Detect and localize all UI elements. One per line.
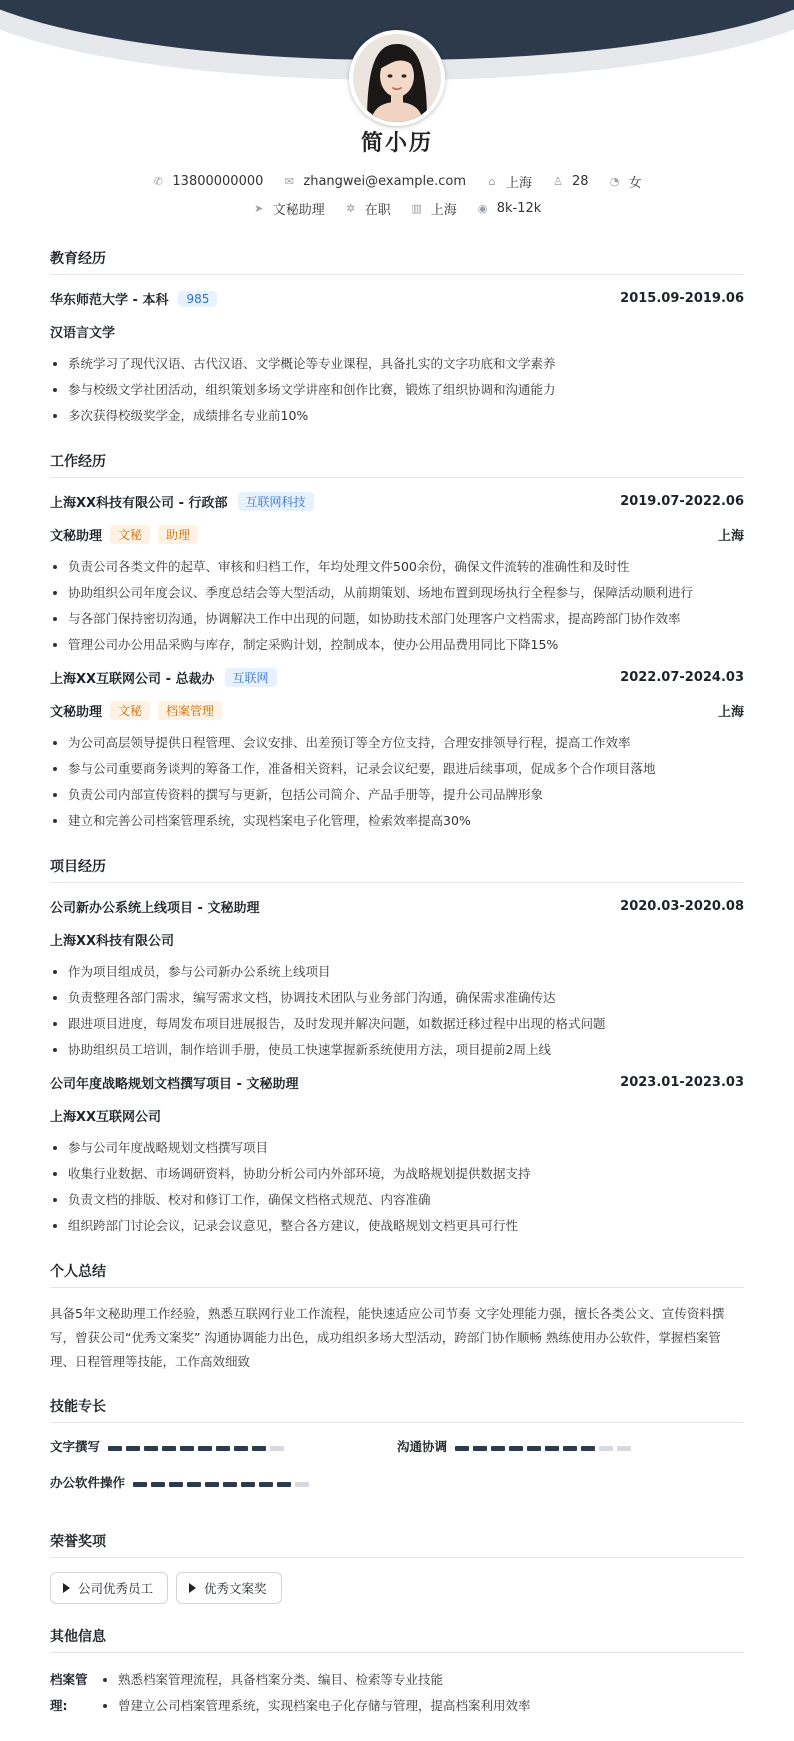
phone-icon: ✆ (153, 174, 164, 188)
role-tag: 文秘 (110, 525, 150, 544)
salary-item (477, 201, 542, 216)
list-item: 跟进项目进度，每周发布项目进展报告，及时发现并解决问题，如数据迁移过程中出现的格式问题 (50, 1011, 744, 1037)
skill-level-segment (563, 1446, 577, 1451)
major-row (50, 322, 744, 341)
skill-level-segment (455, 1446, 469, 1451)
city-item (486, 172, 532, 191)
section-title: 技能专长 (50, 1396, 744, 1423)
skill-item (50, 1473, 397, 1491)
major-name: 汉语言文学 (50, 326, 116, 341)
avatar-photo (353, 34, 441, 122)
project-company-row (50, 930, 744, 949)
job-location: 上海 (717, 705, 744, 720)
job-role-row (50, 701, 744, 720)
education-head (50, 289, 744, 308)
skill-level-segment (198, 1446, 212, 1451)
skill-level-segment (259, 1482, 273, 1487)
salary-text: 8k-12k (496, 201, 542, 216)
gear-icon: ✲ (346, 201, 356, 215)
skill-level-segment (473, 1446, 487, 1451)
skill-level-segment (295, 1482, 309, 1487)
projects-section (50, 856, 744, 1239)
skill-meter (133, 1475, 313, 1490)
play-icon (63, 1583, 70, 1593)
school-tag: 985 (178, 291, 217, 307)
list-item: 协助组织员工培训，制作培训手册，使员工快速掌握新系统使用方法，项目提前2周上线 (50, 1037, 744, 1063)
skill-level-segment (599, 1446, 613, 1451)
intent-row (0, 199, 794, 218)
job-bullets (50, 554, 744, 658)
list-item: 协助组织公司年度会议、季度总结会等大型活动，从前期策划、场地布置到现场执行全程参与，保障活动顺利进行 (50, 580, 744, 606)
award-badge (50, 1572, 168, 1604)
other-section (50, 1626, 744, 1719)
list-item: 熟悉档案管理流程，具备档案分类、编目、检索等专业技能 (100, 1667, 531, 1693)
skill-level-segment (216, 1446, 230, 1451)
job-period: 2022.07-2024.03 (620, 670, 744, 685)
skill-level-segment (241, 1482, 255, 1487)
skill-level-segment (169, 1482, 183, 1487)
skill-level-segment (126, 1446, 140, 1451)
skill-level-segment (234, 1446, 248, 1451)
skill-level-segment (509, 1446, 523, 1451)
section-title: 教育经历 (50, 248, 744, 275)
list-item: 负责公司内部宣传资料的撰写与更新，包括公司简介、产品手册等，提升公司品牌形象 (50, 782, 744, 808)
skill-level-segment (223, 1482, 237, 1487)
section-title: 项目经历 (50, 856, 744, 883)
list-item: 负责公司各类文件的起草、审核和归档工作，年均处理文件500余份，确保文件流转的准确性和及时性 (50, 554, 744, 580)
skill-level-segment (187, 1482, 201, 1487)
industry-tag: 互联网 (225, 668, 277, 687)
list-item: 负责文档的排版、校对和修订工作，确保文档格式规范、内容准确 (50, 1187, 744, 1213)
project-name: 公司新办公系统上线项目 - 文秘助理 (50, 901, 260, 916)
job-role: 文秘助理 (50, 705, 103, 720)
skill-level-segment (180, 1446, 194, 1451)
position-text: 文秘助理 (272, 203, 325, 218)
summary-section (50, 1261, 744, 1374)
project-period: 2023.01-2023.03 (620, 1075, 744, 1090)
play-icon (189, 1583, 196, 1593)
education-period: 2015.09-2019.06 (620, 291, 744, 306)
project-company: 上海XX科技有限公司 (50, 934, 175, 949)
project-bullets (50, 959, 744, 1063)
list-item: 作为项目组成员，参与公司新办公系统上线项目 (50, 959, 744, 985)
section-title: 工作经历 (50, 451, 744, 478)
project-bullets (50, 1135, 744, 1239)
awards-section (50, 1531, 744, 1604)
list-item: 收集行业数据、市场调研资料，协助分析公司内外部环境，为战略规划提供数据支持 (50, 1161, 744, 1187)
school-name: 华东师范大学 - 本科 (50, 293, 169, 308)
job-head (50, 492, 744, 511)
award-badge (176, 1572, 282, 1604)
other-label: 档案管理: (50, 1672, 88, 1713)
education-section (50, 248, 744, 429)
skill-level-segment (252, 1446, 266, 1451)
other-bullets (100, 1667, 531, 1719)
skill-name: 沟通协调 (397, 1439, 448, 1454)
job-period: 2019.07-2022.06 (620, 494, 744, 509)
home-icon: ⌂ (488, 174, 496, 188)
skill-level-segment (162, 1446, 176, 1451)
mail-icon: ✉ (284, 174, 294, 188)
project-head (50, 1073, 744, 1092)
coin-icon: ◉ (477, 201, 488, 215)
role-tag: 文秘 (110, 701, 150, 720)
contact-row (0, 172, 794, 191)
skill-item (50, 1437, 397, 1455)
skill-level-segment (491, 1446, 505, 1451)
skill-level-segment (205, 1482, 219, 1487)
education-bullets (50, 351, 744, 429)
candidate-name: 简小历 (360, 131, 433, 156)
company-name: 上海XX互联网公司 - 总裁办 (50, 672, 215, 687)
company-name: 上海XX科技有限公司 - 行政部 (50, 496, 228, 511)
list-item: 建立和完善公司档案管理系统，实现档案电子化管理，检索效率提高30% (50, 808, 744, 834)
section-title: 荣誉奖项 (50, 1531, 744, 1558)
list-item: 参与公司重要商务谈判的筹备工作，准备相关资料，记录会议纪要，跟进后续事项，促成多个合作项目落地 (50, 756, 744, 782)
skill-level-segment (270, 1446, 284, 1451)
list-item: 与各部门保持密切沟通，协调解决工作中出现的问题，如协助技术部门处理客户文档需求，提高跨部门协作效率 (50, 606, 744, 632)
building-icon: ▥ (411, 201, 422, 215)
skill-level-segment (527, 1446, 541, 1451)
skill-level-segment (108, 1446, 122, 1451)
person-icon: ♙ (553, 174, 563, 188)
status-item (345, 199, 391, 218)
phone-text: 13800000000 (172, 174, 264, 189)
skill-name: 办公软件操作 (50, 1475, 126, 1490)
project-period: 2020.03-2020.08 (620, 899, 744, 914)
skill-meter (108, 1439, 288, 1454)
gender-text: 女 (628, 176, 642, 191)
gender-icon: ◔ (609, 174, 620, 188)
skill-level-segment (151, 1482, 165, 1487)
email-text: zhangwei@example.com (303, 174, 467, 189)
job-role-row (50, 525, 744, 544)
age-text: 28 (572, 174, 589, 189)
resume-content (50, 248, 744, 1741)
age-item (552, 174, 589, 189)
list-item: 参与校级文学社团活动，组织策划多场文学讲座和创作比赛，锻炼了组织协调和沟通能力 (50, 377, 744, 403)
gender-item (609, 172, 642, 191)
skill-name: 文字撰写 (50, 1439, 101, 1454)
list-item: 组织跨部门讨论会议，记录会议意见，整合各方建议，使战略规划文档更具可行性 (50, 1213, 744, 1239)
list-item: 曾建立公司档案管理系统，实现档案电子化存储与管理，提高档案利用效率 (100, 1693, 531, 1719)
job-role: 文秘助理 (50, 529, 103, 544)
summary-text: 具备5年文秘助理工作经验，熟悉互联网行业工作流程，能快速适应公司节奏 文字处理能力强，擅长各类公文、宣传资料撰写，曾获公司“优秀文案奖” 沟通协调能力出色，成功组织多场大型活动，跨部门协作顺畅 熟练使用办公软件，掌握档案管理、日程管理等技能，工作高效细致 (50, 1306, 725, 1369)
skill-level-segment (133, 1482, 147, 1487)
project-name: 公司年度战略规划文档撰写项目 - 文秘助理 (50, 1077, 299, 1092)
list-item: 参与公司年度战略规划文档撰写项目 (50, 1135, 744, 1161)
skill-level-segment (617, 1446, 631, 1451)
avatar (349, 30, 445, 126)
project-company: 上海XX互联网公司 (50, 1110, 162, 1125)
skill-item (397, 1437, 744, 1455)
skill-meter (455, 1439, 635, 1454)
project-company-row (50, 1106, 744, 1125)
list-item: 为公司高层领导提供日程管理、会议安排、出差预订等全方位支持，合理安排领导行程，提高工作效率 (50, 730, 744, 756)
position-item (253, 199, 325, 218)
section-title: 个人总结 (50, 1261, 744, 1288)
send-icon: ➤ (254, 201, 264, 215)
work-city-item (411, 199, 457, 218)
list-item: 系统学习了现代汉语、古代汉语、文学概论等专业课程，具备扎实的文字功底和文学素养 (50, 351, 744, 377)
award-name: 优秀文案奖 (204, 1581, 267, 1596)
job-head (50, 668, 744, 687)
email-item (283, 174, 466, 189)
job-location: 上海 (717, 529, 744, 544)
skill-level-segment (581, 1446, 595, 1451)
list-item: 负责整理各部门需求，编写需求文档，协调技术团队与业务部门沟通，确保需求准确传达 (50, 985, 744, 1011)
work-city-text: 上海 (430, 203, 457, 218)
list-item: 管理公司办公用品采购与库存，制定采购计划，控制成本，使办公用品费用同比下降15% (50, 632, 744, 658)
other-info (50, 1667, 744, 1719)
skill-level-segment (277, 1482, 291, 1487)
job-bullets (50, 730, 744, 834)
status-text: 在职 (364, 203, 391, 218)
skills-list (50, 1437, 744, 1509)
industry-tag: 互联网科技 (238, 492, 314, 511)
awards-list (50, 1572, 744, 1604)
skill-level-segment (144, 1446, 158, 1451)
list-item: 多次获得校级奖学金，成绩排名专业前10% (50, 403, 744, 429)
skill-level-segment (545, 1446, 559, 1451)
section-title: 其他信息 (50, 1626, 744, 1653)
skills-section (50, 1396, 744, 1509)
city-text: 上海 (506, 176, 533, 191)
award-name: 公司优秀员工 (78, 1581, 154, 1596)
phone-item (152, 174, 263, 189)
role-tag: 档案管理 (158, 701, 222, 720)
role-tag: 助理 (158, 525, 198, 544)
project-head (50, 897, 744, 916)
work-section (50, 451, 744, 834)
